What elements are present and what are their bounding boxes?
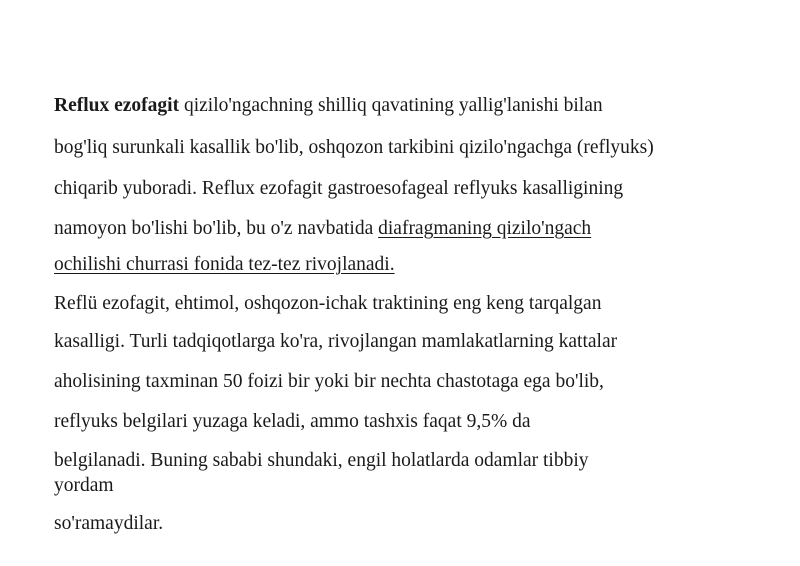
paragraph-2-line-2: kasalligi. Turli tadqiqotlarga ko'ra, rivojlangan mamlakatlarning kattalar <box>54 331 618 352</box>
paragraph-1-line-4-text: namoyon bo'lishi bo'lib, bu o'z navbatida <box>54 218 379 239</box>
paragraph-1-line-3: chiqarib yuboradi. Reflux ezofagit gastroesofageal reflyuks kasalligining <box>54 178 624 199</box>
paragraph-1-line-2: bog'liq surunkali kasallik bo'lib, oshqozon tarkibini qizilo'ngachga (reflyuks) <box>54 137 654 158</box>
document-page <box>54 0 774 566</box>
paragraph-2-line-5: belgilanadi. Buning sababi shundaki, engil holatlarda odamlar tibbiy <box>54 450 589 471</box>
paragraph-2-line-3: aholisining taxminan 50 foizi bir yoki bir nechta chastotaga ega bo'lib, <box>54 371 604 392</box>
paragraph-2-line-7: so'ramaydilar. <box>54 513 164 534</box>
underlined-phrase-part-1: diafragmaning qizilo'ngach <box>378 218 592 239</box>
paragraph-1-line-4 <box>54 217 591 241</box>
paragraph-1-line-1-text: qizilo'ngachning shilliq qavatining yallig'lanishi bilan <box>179 95 603 116</box>
term-heading: Reflux ezofagit <box>54 95 180 116</box>
paragraph-2-line-1: Reflü ezofagit, ehtimol, oshqozon-ichak traktining eng keng tarqalgan <box>54 293 602 314</box>
paragraph-2-line-4: reflyuks belgilari yuzaga keladi, ammo tashxis faqat 9,5% da <box>54 411 531 432</box>
underlined-phrase-part-2: ochilishi churrasi fonida tez-tez rivojlanadi. <box>54 254 395 275</box>
paragraph-2-line-6: yordam <box>54 475 114 496</box>
paragraph-1-line-1 <box>54 94 603 118</box>
